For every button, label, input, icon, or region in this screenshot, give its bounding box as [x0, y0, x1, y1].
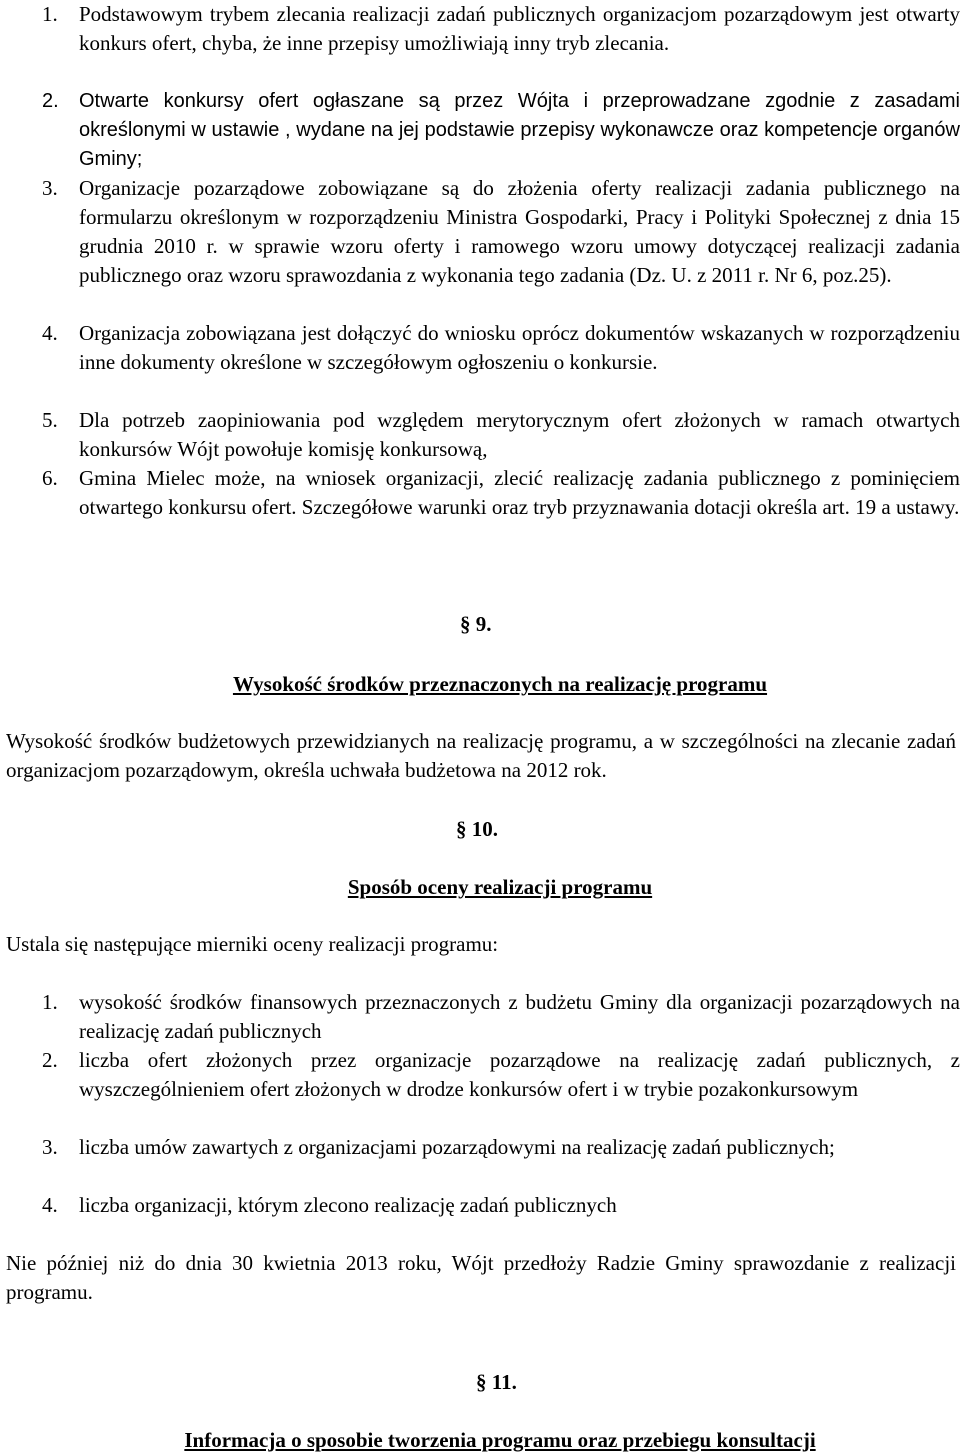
list-item — [0, 87, 960, 174]
list-item — [0, 0, 960, 87]
list-item — [0, 464, 960, 551]
section-9-number: § 9. — [460, 612, 492, 636]
list-item-number: 1. — [42, 2, 58, 26]
list-item-number: 1. — [42, 990, 58, 1014]
list-item-number: 2. — [42, 90, 59, 112]
list-item — [0, 1133, 960, 1191]
procedures-list — [0, 0, 960, 551]
list-item-number: 4. — [42, 1193, 58, 1217]
section-10-title: Sposób oceny realizacji programu — [347, 875, 653, 899]
list-item-text: liczba umów zawartych z organizacjami pozarządowymi na realizację zadań publicznych; — [79, 1135, 835, 1159]
list-item — [0, 1191, 960, 1220]
list-item-number: 3. — [42, 176, 58, 200]
evaluation-measures-list — [0, 988, 960, 1220]
list-item-number: 6. — [42, 466, 58, 490]
list-item — [0, 406, 960, 464]
section-11-number: § 11. — [476, 1370, 517, 1394]
list-item-text: liczba ofert złożonych przez organizacje pozarządowe na realizację zadań publicznych, z wyszczególnieniem ofert złożonych w drodze konkursów ofert i w trybie pozakonkursowym — [79, 1048, 960, 1101]
list-item-text: Dla potrzeb zaopiniowania pod względem merytorycznym ofert złożonych w ramach otwartych konkursów Wójt powołuje komisję konkursową, — [79, 408, 960, 461]
list-item — [0, 988, 960, 1046]
list-item-text: wysokość środków finansowych przeznaczonych z budżetu Gminy dla organizacji pozarządowych na realizację zadań publicznych — [79, 990, 960, 1043]
section-10-intro: Ustala się następujące mierniki oceny realizacji programu: — [6, 932, 499, 956]
section-10-closing: Nie później niż do dnia 30 kwietnia 2013 roku, Wójt przedłoży Radzie Gminy sprawozdanie z realizacji programu. — [6, 1251, 956, 1304]
list-item-text: Podstawowym trybem zlecania realizacji zadań publicznych organizacjom pozarządowym jest otwarty konkurs ofert, chyba, że inne przepisy umożliwiają inny tryb zlecania. — [79, 2, 960, 55]
list-item-number: 2. — [42, 1048, 58, 1072]
list-item-text: Otwarte konkursy ofert ogłaszane są przez Wójta i przeprowadzane zgodnie z zasadami określonymi w ustawie , wydane na jej podstawie przepisy wykonawcze oraz kompetencje organów Gminy; — [79, 90, 960, 170]
list-item-text: Gmina Mielec może, na wniosek organizacji, zlecić realizację zadania publicznego z pominięciem otwartego konkursu ofert. Szczegółowe warunki oraz tryb przyznawania dotacji określa art. 19 a ustawy. — [79, 466, 960, 519]
list-item-number: 5. — [42, 408, 58, 432]
list-item — [0, 174, 960, 319]
list-item-text: Organizacje pozarządowe zobowiązane są do złożenia oferty realizacji zadania publicznego na formularzu określonym w rozporządzeniu Ministra Gospodarki, Pracy i Polityki Społecznej z dnia 15 grudnia 2010 r. w sprawie wzoru oferty i ramowego wzoru umowy dotyczącej realizacji zadania publicznego oraz wzoru sprawozdania z wykonania tego zadania (Dz. U. z 2011 r. Nr 6, poz.25). — [79, 176, 960, 287]
section-9-body: Wysokość środków budżetowych przewidzianych na realizację programu, a w szczególności na zlecanie zadań organizacjom pozarządowym, określa uchwała budżetowa na 2012 rok. — [6, 729, 956, 782]
list-item-number: 3. — [42, 1135, 58, 1159]
list-item-text: liczba organizacji, którym zlecono realizację zadań publicznych — [79, 1193, 617, 1217]
section-11-title: Informacja o sposobie tworzenia programu oraz przebiegu konsultacji — [184, 1428, 816, 1452]
list-item — [0, 1046, 960, 1133]
section-9-title: Wysokość środków przeznaczonych na realizację programu — [232, 672, 768, 696]
list-item-text: Organizacja zobowiązana jest dołączyć do wniosku oprócz dokumentów wskazanych w rozporządzeniu inne dokumenty określone w szczegółowym ogłoszeniu o konkursie. — [79, 321, 960, 374]
list-item — [0, 319, 960, 406]
section-10-number: § 10. — [456, 817, 498, 841]
list-item-number: 4. — [42, 321, 58, 345]
